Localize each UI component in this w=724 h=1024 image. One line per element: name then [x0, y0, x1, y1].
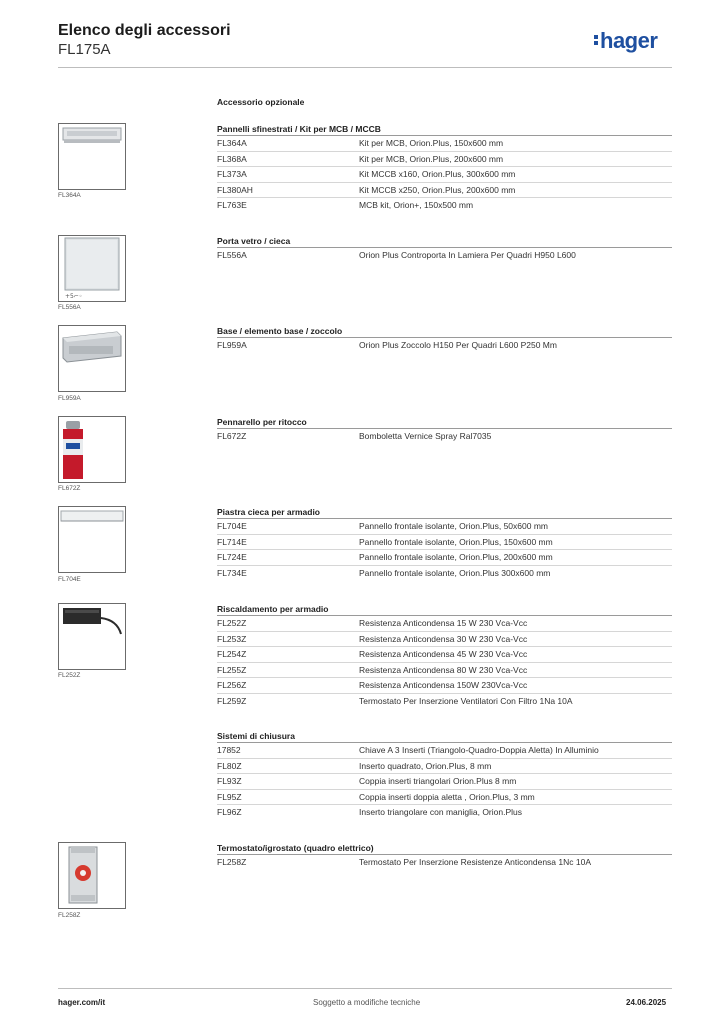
- blank-plate-icon: [58, 506, 126, 573]
- article-code: FL556A: [217, 250, 247, 260]
- table-row: [217, 519, 672, 535]
- section-title: Riscaldamento per armadio: [217, 603, 672, 616]
- article-code: 17852: [217, 745, 241, 755]
- image-caption: FL258Z: [58, 912, 81, 919]
- article-code: FL734E: [217, 567, 247, 578]
- plinth-base-icon: [58, 325, 126, 392]
- image-caption: FL704E: [58, 576, 81, 583]
- section-spray: [217, 416, 672, 444]
- section-table: [217, 743, 672, 820]
- article-description: Bomboletta Vernice Spray Ral7035: [359, 431, 492, 441]
- image-caption: FL364A: [58, 192, 81, 199]
- table-row: [217, 647, 672, 663]
- table-row: [217, 566, 672, 581]
- article-description: Resistenza Anticondensa 150W 230Vca-Vcc: [359, 680, 528, 690]
- article-description: Orion Plus Zoccolo H150 Per Quadri L600 P250 Mm: [359, 340, 557, 350]
- image-caption: FL672Z: [58, 485, 81, 492]
- section-table: [217, 429, 672, 444]
- article-description: Termostato Per Inserzione Ventilatori Con Filtro 1Na 10A: [359, 695, 573, 706]
- article-code: FL380AH: [217, 184, 253, 195]
- section-blank-plate: [217, 506, 672, 580]
- product-code: FL175A: [58, 41, 111, 58]
- article-code: FL714E: [217, 536, 247, 547]
- section-table: [217, 338, 672, 353]
- table-row: [217, 774, 672, 790]
- article-code: FL93Z: [217, 776, 242, 786]
- section-table: [217, 136, 672, 213]
- table-row: [217, 678, 672, 694]
- image-caption: FL959A: [58, 395, 81, 402]
- article-description: Inserto quadrato, Orion.Plus, 8 mm: [359, 760, 492, 771]
- article-description: Pannello frontale isolante, Orion.Plus, 50x600 mm: [359, 521, 548, 531]
- article-code: FL258Z: [217, 857, 247, 867]
- section-thermostat: [217, 842, 672, 870]
- article-code: FL254Z: [217, 649, 247, 659]
- article-code: FL959A: [217, 340, 247, 350]
- spray-can-icon: [58, 416, 126, 483]
- article-description: Pannello frontale isolante, Orion.Plus, 200x600 mm: [359, 552, 553, 562]
- section-title: Pennarello per ritocco: [217, 416, 672, 429]
- hager-logo: [594, 28, 657, 54]
- table-row: [217, 855, 672, 870]
- door-panel-icon: [58, 235, 126, 302]
- section-table: [217, 855, 672, 870]
- table-row: [217, 535, 672, 551]
- article-description: Inserto triangolare con maniglia, Orion.Plus: [359, 807, 522, 817]
- page-title: Elenco degli accessori: [58, 22, 231, 39]
- image-caption: FL556A: [58, 304, 81, 311]
- section-title: Piastra cieca per armadio: [217, 506, 672, 519]
- table-row: [217, 616, 672, 632]
- table-row: [217, 136, 672, 152]
- article-code: FL255Z: [217, 664, 247, 675]
- article-code: FL368A: [217, 153, 247, 164]
- section-mcb-kit: [217, 123, 672, 213]
- article-description: Coppia inserti triangolari Orion.Plus 8 mm: [359, 776, 517, 786]
- article-description: Coppia inserti doppia aletta , Orion.Plus, 3 mm: [359, 791, 535, 802]
- logo-text: hager: [600, 28, 658, 53]
- image-caption: FL252Z: [58, 672, 81, 679]
- logo-dots-icon: [594, 33, 599, 47]
- footer-website-link[interactable]: hager.com/it: [58, 998, 106, 1007]
- section-base: [217, 325, 672, 353]
- article-description: Kit MCCB x160, Orion.Plus, 300x600 mm: [359, 169, 516, 179]
- svg-text:+5⌐◦: +5⌐◦: [65, 293, 83, 300]
- optional-accessory-label: Accessorio opzionale: [217, 97, 305, 107]
- article-description: Pannello frontale isolante, Orion.Plus 300x600 mm: [359, 567, 551, 578]
- footer-note: Soggetto a modifiche tecniche: [313, 998, 421, 1007]
- article-code: FL96Z: [217, 807, 242, 817]
- article-code: FL253Z: [217, 633, 247, 644]
- article-description: Kit per MCB, Orion.Plus, 200x600 mm: [359, 153, 504, 164]
- article-code: FL259Z: [217, 695, 247, 706]
- article-description: MCB kit, Orion+, 150x500 mm: [359, 200, 474, 210]
- section-title: Porta vetro / cieca: [217, 235, 672, 248]
- article-code: FL373A: [217, 169, 247, 179]
- article-code: FL704E: [217, 521, 247, 531]
- table-row: [217, 198, 672, 213]
- article-description: Resistenza Anticondensa 80 W 230 Vca-Vcc: [359, 664, 528, 675]
- heater-icon: [58, 603, 126, 670]
- table-row: [217, 632, 672, 648]
- article-description: Resistenza Anticondensa 45 W 230 Vca-Vcc: [359, 649, 528, 659]
- article-description: Kit per MCB, Orion.Plus, 150x600 mm: [359, 138, 504, 148]
- table-row: [217, 694, 672, 709]
- din-rail-kit-icon: [58, 123, 126, 190]
- table-row: [217, 248, 672, 263]
- section-title: Base / elemento base / zoccolo: [217, 325, 672, 338]
- article-description: Kit MCCB x250, Orion.Plus, 200x600 mm: [359, 184, 516, 195]
- table-row: [217, 167, 672, 183]
- section-locking: [217, 730, 672, 820]
- section-title: Termostato/igrostato (quadro elettrico): [217, 842, 672, 855]
- article-code: FL95Z: [217, 791, 242, 802]
- section-title: Sistemi di chiusura: [217, 730, 672, 743]
- footer-date: 24.06.2025: [626, 998, 667, 1007]
- article-description: Resistenza Anticondensa 15 W 230 Vca-Vcc: [359, 618, 528, 628]
- article-description: Pannello frontale isolante, Orion.Plus, 150x600 mm: [359, 536, 553, 547]
- article-description: Resistenza Anticondensa 30 W 230 Vca-Vcc: [359, 633, 528, 644]
- article-code: FL364A: [217, 138, 247, 148]
- table-row: [217, 790, 672, 806]
- section-title: Pannelli sfinestrati / Kit per MCB / MCCB: [217, 123, 672, 136]
- table-row: [217, 550, 672, 566]
- table-row: [217, 338, 672, 353]
- section-table: [217, 519, 672, 580]
- table-row: [217, 183, 672, 199]
- section-table: [217, 616, 672, 708]
- section-table: [217, 248, 672, 263]
- article-description: Orion Plus Controporta In Lamiera Per Quadri H950 L600: [359, 250, 576, 260]
- article-code: FL252Z: [217, 618, 247, 628]
- table-row: [217, 429, 672, 444]
- table-row: [217, 663, 672, 679]
- footer-divider: [58, 988, 672, 989]
- article-code: FL724E: [217, 552, 247, 562]
- article-code: FL80Z: [217, 760, 242, 771]
- table-row: [217, 805, 672, 820]
- article-code: FL763E: [217, 200, 247, 210]
- section-door: [217, 235, 672, 263]
- article-description: Chiave A 3 Inserti (Triangolo-Quadro-Doppia Aletta) In Alluminio: [359, 745, 599, 755]
- article-description: Termostato Per Inserzione Resistenze Anticondensa 1Nc 10A: [359, 857, 591, 867]
- section-heaters: [217, 603, 672, 708]
- article-code: FL672Z: [217, 431, 247, 441]
- header-divider: [58, 67, 672, 68]
- table-row: [217, 759, 672, 775]
- table-row: [217, 743, 672, 759]
- table-row: [217, 152, 672, 168]
- article-code: FL256Z: [217, 680, 247, 690]
- thermostat-icon: [58, 842, 126, 909]
